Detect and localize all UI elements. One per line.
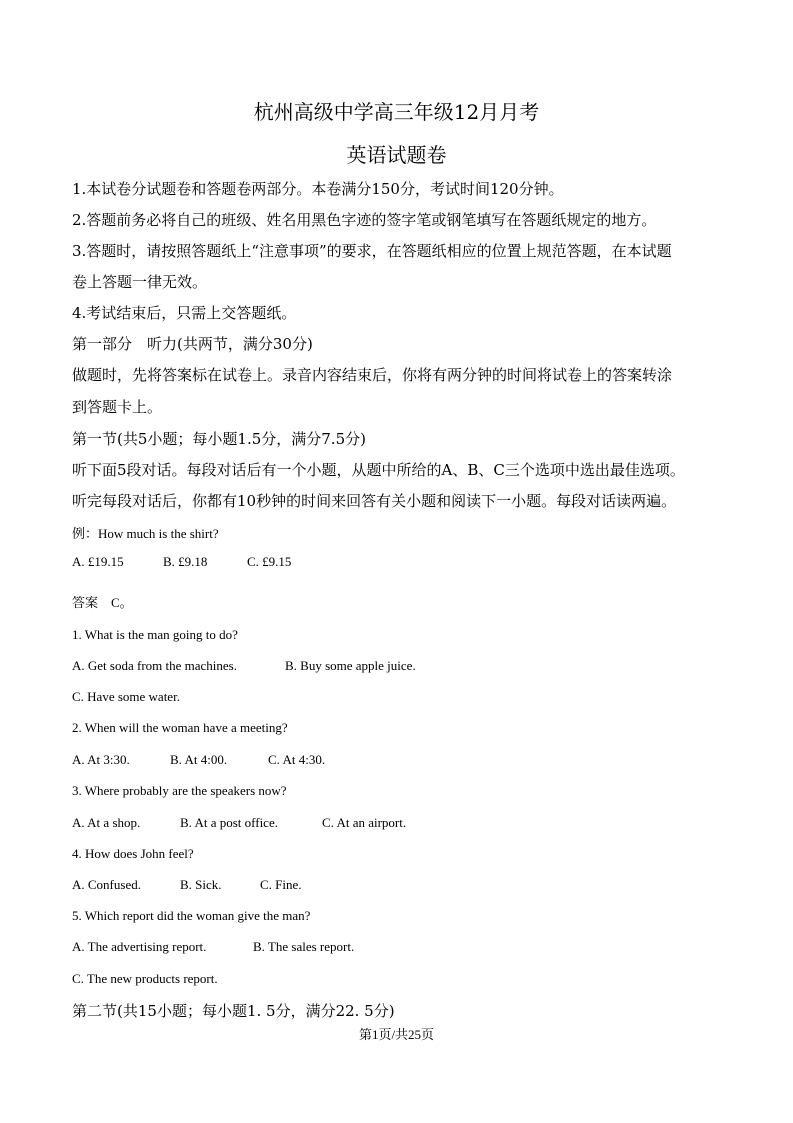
q2-option-c: C. At 4:30.	[268, 752, 326, 767]
q5-option-a: A. The advertising report.	[72, 939, 207, 954]
q4-option-b: B. Sick.	[180, 877, 222, 892]
exam-subtitle: 英语试题卷	[346, 143, 447, 167]
exam-title: 杭州高级中学高三年级12月月考	[253, 100, 540, 124]
example-option-a: A. £19.15	[72, 554, 124, 569]
instruction-4: 4.考试结束后，只需上交答题纸。	[72, 304, 297, 322]
instruction-3-cont: 卷上答题一律无效。	[72, 273, 208, 291]
question-2-options	[72, 752, 325, 768]
question-1: 1. What is the man going to do?	[72, 627, 238, 642]
example-option-b: B. £9.18	[163, 554, 208, 569]
example-question: 例：How much is the shirt?	[72, 526, 219, 541]
section1-intro-line1: 听下面5段对话。每段对话后有一个小题，从题中所给的A、B、C三个选项中选出最佳选项。	[72, 461, 685, 479]
q2-option-b: B. At 4:00.	[170, 752, 228, 767]
q1-option-b: B. Buy some apple juice.	[285, 658, 416, 673]
example-option-c: C. £9.15	[247, 554, 292, 569]
part1-intro-line1: 做题时，先将答案标在试卷上。录音内容结束后，你将有两分钟的时间将试卷上的答案转涂	[72, 366, 673, 384]
part1-heading: 第一部分 听力(共两节，满分30分)	[72, 335, 313, 353]
question-2: 2. When will the woman have a meeting?	[72, 720, 288, 735]
instruction-2: 2.答题前务必将自己的班级、姓名用黑色字迹的签字笔或钢笔填写在答题纸规定的地方。	[72, 211, 657, 229]
question-4-options	[72, 877, 302, 893]
section2-heading: 第二节(共15小题；每小题1. 5分，满分22. 5分)	[72, 1002, 395, 1020]
part1-intro-line2: 到答题卡上。	[72, 398, 163, 416]
q1-option-a: A. Get soda from the machines.	[72, 658, 237, 673]
section1-heading: 第一节(共5小题；每小题1.5分，满分7.5分)	[72, 430, 366, 448]
q3-option-c: C. At an airport.	[322, 815, 407, 830]
q3-option-a: A. At a shop.	[72, 815, 141, 830]
q4-option-c: C. Fine.	[260, 877, 302, 892]
instruction-3: 3.答题时，请按照答题纸上“注意事项”的要求，在答题纸相应的位置上规范答题，在本试题	[72, 242, 672, 260]
q5-option-c: C. The new products report.	[72, 971, 218, 986]
example-options	[72, 554, 291, 570]
question-5: 5. Which report did the woman give the man?	[72, 908, 311, 923]
q4-option-a: A. Confused.	[72, 877, 141, 892]
question-3-options	[72, 815, 406, 831]
question-3: 3. Where probably are the speakers now?	[72, 783, 287, 798]
instruction-1: 1.本试卷分试题卷和答题卷两部分。本卷满分150分，考试时间120分钟。	[72, 180, 564, 198]
example-answer: 答案 C。	[72, 595, 133, 610]
q5-option-b: B. The sales report.	[253, 939, 355, 954]
page-number-footer: 第1页/共25页	[358, 1027, 435, 1042]
question-1-options	[72, 658, 416, 674]
q1-option-c: C. Have some water.	[72, 689, 180, 704]
question-4: 4. How does John feel?	[72, 846, 194, 861]
section1-intro-line2: 听完每段对话后，你都有10秒钟的时间来回答有关小题和阅读下一小题。每段对话读两遍。	[72, 492, 677, 510]
question-5-options	[72, 939, 354, 955]
q2-option-a: A. At 3:30.	[72, 752, 130, 767]
q3-option-b: B. At a post office.	[180, 815, 278, 830]
